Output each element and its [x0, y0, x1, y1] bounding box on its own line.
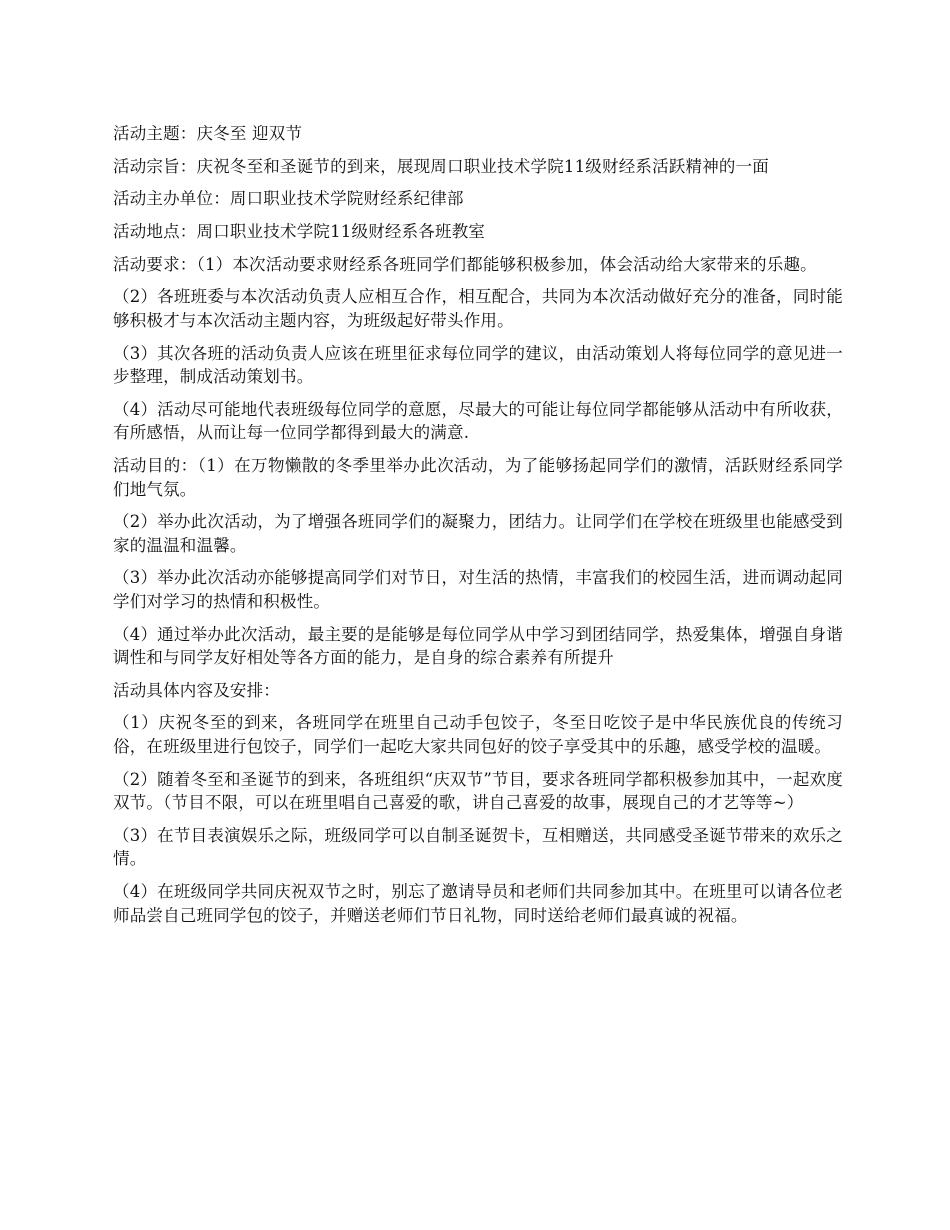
- activity-requirement-1: 活动要求：（1）本次活动要求财经系各班同学们都能够积极参加，体会活动给大家带来的乐趣。: [113, 254, 817, 274]
- activity-goal-3: （3）举办此次活动亦能够提高同学们对节日，对生活的热情，丰富我们的校园生活，进而调动起同学们对学习的热情和积极性。: [113, 568, 843, 611]
- activity-schedule-1: （1）庆祝冬至的到来，各班同学在班里自己动手包饺子，冬至日吃饺子是中华民族优良的传统习俗，在班级里进行包饺子，同学们一起吃大家共同包好的饺子享受其中的乐趣，感受学校的温暖。: [113, 713, 843, 756]
- activity-schedule-3: （3）在节目表演娱乐之际，班级同学可以自制圣诞贺卡，互相赠送，共同感受圣诞节带来的欢乐之情。: [113, 825, 843, 869]
- activity-schedule-heading: 活动具体内容及安排：: [113, 680, 280, 700]
- activity-purpose: 活动宗旨：庆祝冬至和圣诞节的到来，展现周口职业技术学院11级财经系活跃精神的一面: [113, 156, 769, 176]
- activity-schedule-4: （4）在班级同学共同庆祝双节之时，别忘了邀请导员和老师们共同参加其中。在班里可以请各位老师品尝自己班同学包的饺子，并赠送老师们节日礼物，同时送给老师们最真诚的祝福。: [113, 882, 843, 925]
- activity-goal-1: 活动目的：（1）在万物懒散的冬季里举办此次活动，为了能够扬起同学们的激情，活跃财经系同学们地气氛。: [113, 456, 843, 499]
- activity-requirement-4: （4）活动尽可能地代表班级每位同学的意愿，尽最大的可能让每位同学都能够从活动中有所收获，有所感悟，从而让每一位同学都得到最大的满意.: [113, 399, 843, 443]
- activity-schedule-2: （2）随着冬至和圣诞节的到来，各班组织“庆双节”节目，要求各班同学都积极参加其中，一起欢度双节。（节目不限，可以在班里唱自己喜爱的歌，讲自己喜爱的故事，展现自己的才艺等等~）: [113, 769, 843, 813]
- activity-location: 活动地点：周口职业技术学院11级财经系各班教室: [113, 222, 486, 242]
- document-body: [113, 122, 843, 936]
- activity-goal-2: （2）举办此次活动，为了增强各班同学们的凝聚力，团结力。让同学们在学校在班级里也能感受到家的温温和温馨。: [113, 512, 843, 555]
- activity-requirement-2: （2）各班班委与本次活动负责人应相互合作，相互配合，共同为本次活动做好充分的准备，同时能够积极才与本次活动主题内容，为班级起好带头作用。: [113, 287, 843, 330]
- activity-goal-4: （4）通过举办此次活动，最主要的是能够是每位同学从中学习到团结同学，热爱集体，增强自身谐调性和与同学友好相处等各方面的能力，是自身的综合素养有所提升: [113, 624, 843, 668]
- activity-theme: 活动主题：庆冬至 迎双节: [113, 124, 303, 143]
- activity-organizer: 活动主办单位：周口职业技术学院财经系纪律部: [113, 189, 464, 209]
- activity-requirement-3: （3）其次各班的活动负责人应该在班里征求每位同学的建议，由活动策划人将每位同学的意见进一步整理，制成活动策划书。: [113, 343, 843, 387]
